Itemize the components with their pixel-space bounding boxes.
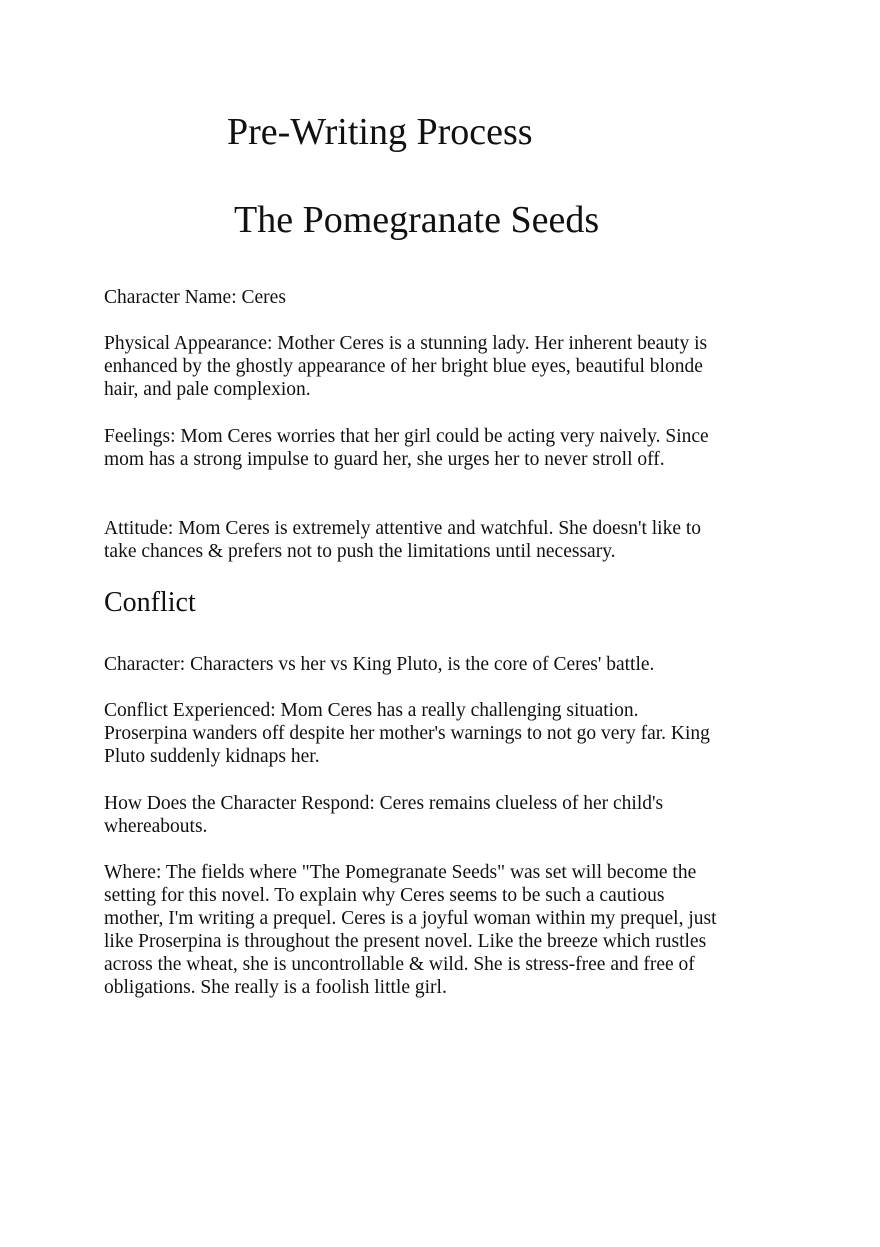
feelings: Feelings: Mom Ceres worries that her girl could be acting very naively. Since mom has a strong impulse to guard her, she urges her to never stroll off. [104,426,709,470]
character-response: How Does the Character Respond: Ceres remains clueless of her child's whereabouts. [104,793,664,837]
setting-description: Where: The fields where "The Pomegranate Seeds" was set will become the setting for this novel. To explain why Ceres seems to be such a cautious mother, I'm writing a prequel. Ceres is a joyful woman within my prequel, just like Proserpina is throughout the present novel. Like the breeze which rustles across the wheat, she is uncontrollable & wild. She is stress-free and free of obligations. She really is a foolish little girl. [104,862,717,998]
conflict-experienced: Conflict Experienced: Mom Ceres has a really challenging situation. Proserpina wanders off despite her mother's warnings to not go very far. King Pluto suddenly kidnaps her. [104,700,710,767]
attitude: Attitude: Mom Ceres is extremely attentive and watchful. She doesn't like to take chances & prefers not to push the limitations until necessary. [104,518,702,562]
page-title: Pre-Writing Process [227,111,533,153]
conflict-character: Character: Characters vs her vs King Pluto, is the core of Ceres' battle. [104,654,655,675]
physical-appearance: Physical Appearance: Mother Ceres is a stunning lady. Her inherent beauty is enhanced by the ghostly appearance of her bright blue eyes, beautiful blonde hair, and pale complexion. [104,333,708,400]
character-name: Character Name: Ceres [104,287,286,308]
story-title: The Pomegranate Seeds [234,199,600,241]
conflict-heading: Conflict [104,587,196,618]
